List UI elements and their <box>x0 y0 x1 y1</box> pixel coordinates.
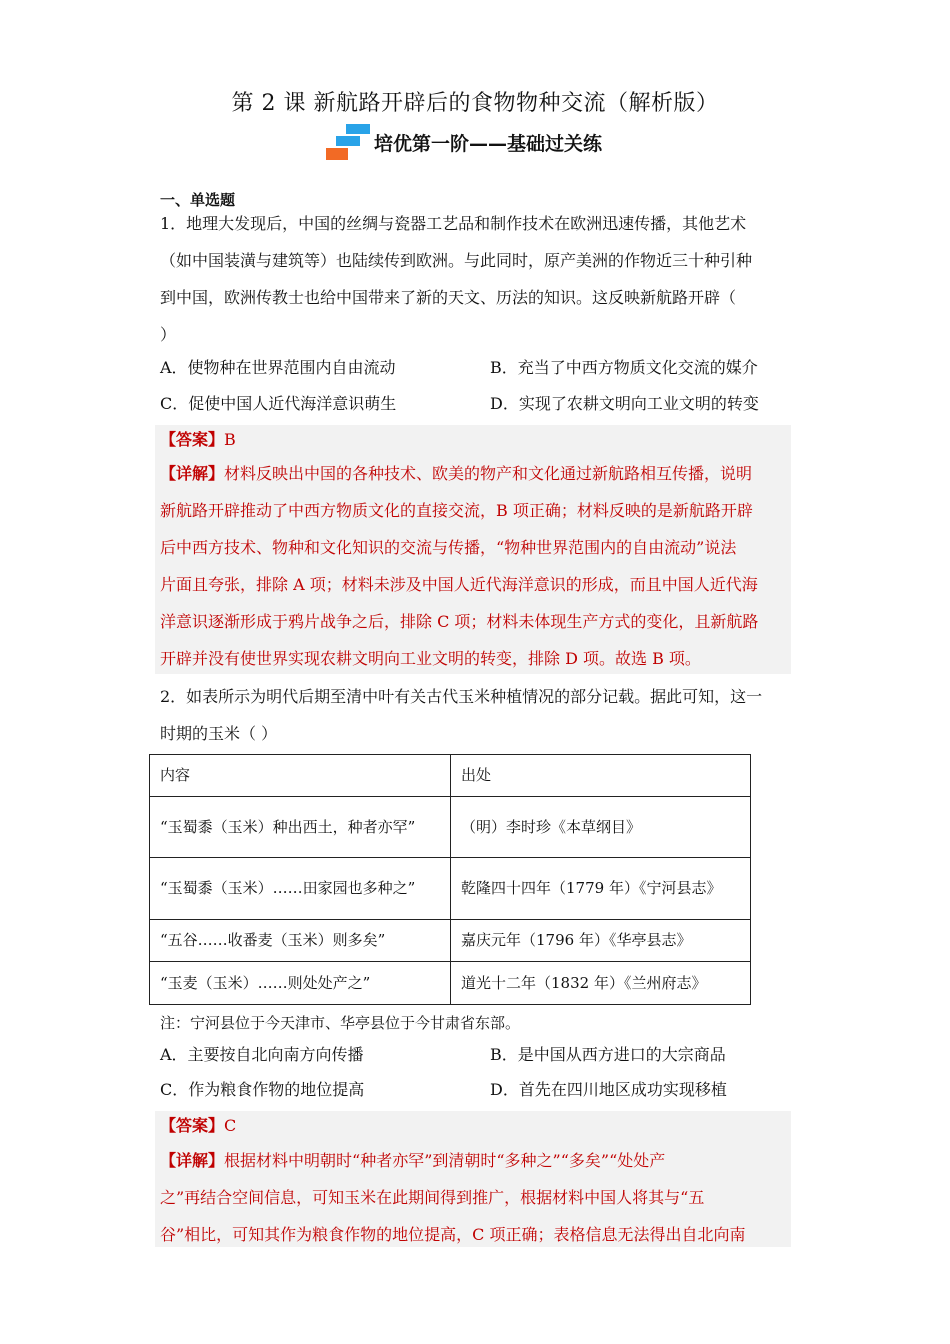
section-heading: 一、单选题 <box>160 191 236 209</box>
table-note: 注：宁河县位于今天津市、华亭县位于今甘肃省东部。 <box>160 1014 521 1032</box>
question-1-line: （如中国装潢与建筑等）也陆续传到欧洲。与此同时，原产美洲的作物近三十种引种 <box>160 251 753 270</box>
section-banner <box>326 124 602 160</box>
stairs-logo-icon <box>326 124 370 160</box>
answer-value: B <box>224 430 236 449</box>
q2-option-b: B．是中国从西方进口的大宗商品 <box>490 1045 726 1064</box>
table-header-cell: 出处 <box>451 755 751 797</box>
detail-line: 谷”相比，可知其作为粮食作物的地位提高，C 项正确；表格信息无法得出自北向南 <box>160 1225 746 1244</box>
detail-line: 新航路开辟推动了中西方物质文化的直接交流，B 项正确；材料反映的是新航路开辟 <box>160 501 753 520</box>
banner-title: 培优第一阶——基础过关练 <box>374 132 603 155</box>
detail-text: 根据材料中明朝时“种者亦罕”到清朝时“多种之”“多矣”“处处产 <box>224 1151 666 1170</box>
question-1-line: 1．地理大发现后，中国的丝绸与瓷器工艺品和制作技术在欧洲迅速传播，其他艺术 <box>160 214 747 233</box>
answer-label: 【答案】 <box>160 1116 225 1135</box>
question-1-line: ） <box>160 325 177 344</box>
question-1-line: 到中国，欧洲传教士也给中国带来了新的天文、历法的知识。这反映新航路开辟（ <box>160 288 737 307</box>
q2-option-c: C．作为粮食作物的地位提高 <box>160 1080 365 1099</box>
q1-option-b: B．充当了中西方物质文化交流的媒介 <box>490 358 758 377</box>
question-2-stem <box>160 678 790 752</box>
detail-line: 片面且夸张，排除 A 项；材料未涉及中国人近代海洋意识的形成，而且中国人近代海 <box>160 575 758 594</box>
q1-option-a: A．使物种在世界范围内自由流动 <box>160 358 396 377</box>
table-cell: 嘉庆元年（1796 年）《华亭县志》 <box>451 920 751 962</box>
answer-label: 【答案】 <box>160 430 225 449</box>
q1-detail <box>160 455 786 677</box>
table-header-row <box>150 755 751 797</box>
answer-value: C <box>224 1116 237 1135</box>
detail-label: 【详解】 <box>160 1151 225 1170</box>
q2-answer <box>160 1114 236 1138</box>
page-title: 第 2 课 新航路开辟后的食物物种交流（解析版） <box>231 91 719 116</box>
question-2-line: 时期的玉米（ ） <box>160 724 278 743</box>
table-header-cell: 内容 <box>150 755 451 797</box>
table-cell: 乾隆四十四年（1779 年）《宁河县志》 <box>451 858 751 920</box>
q1-option-d: D．实现了农耕文明向工业文明的转变 <box>490 394 759 413</box>
q2-detail <box>160 1142 786 1253</box>
table-row <box>150 797 751 858</box>
detail-line: 洋意识逐渐形成于鸦片战争之后，排除 C 项；材料未体现生产方式的变化，且新航路 <box>160 612 759 631</box>
table-row <box>150 858 751 920</box>
table-cell: “玉蜀黍（玉米）种出西土，种者亦罕” <box>150 797 451 858</box>
detail-line <box>160 455 786 492</box>
detail-text: 材料反映出中国的各种技术、欧美的物产和文化通过新航路相互传播，说明 <box>224 464 753 483</box>
table-cell: 道光十二年（1832 年）《兰州府志》 <box>451 962 751 1005</box>
detail-line <box>160 1142 786 1179</box>
q2-option-d: D．首先在四川地区成功实现移植 <box>490 1080 727 1099</box>
detail-line: 开辟并没有使世界实现农耕文明向工业文明的转变，排除 D 项。故选 B 项。 <box>160 649 701 668</box>
question-2-line: 2．如表所示为明代后期至清中叶有关古代玉米种植情况的部分记载。据此可知，这一 <box>160 687 763 706</box>
detail-label: 【详解】 <box>160 464 225 483</box>
corn-records-table <box>149 754 751 1005</box>
table-row <box>150 920 751 962</box>
q1-answer <box>160 428 236 452</box>
table-cell: “玉麦（玉米）……则处处产之” <box>150 962 451 1005</box>
detail-line: 之”再结合空间信息，可知玉米在此期间得到推广，根据材料中国人将其与“五 <box>160 1188 705 1207</box>
question-1-stem <box>160 205 790 353</box>
table-cell: （明）李时珍《本草纲目》 <box>451 797 751 858</box>
detail-line: 后中西方技术、物种和文化知识的交流与传播，“物种世界范围内的自由流动”说法 <box>160 538 737 557</box>
table-row <box>150 962 751 1005</box>
table-cell: “五谷……收番麦（玉米）则多矣” <box>150 920 451 962</box>
table-cell: “玉蜀黍（玉米）……田家园也多种之” <box>150 858 451 920</box>
q1-option-c: C．促使中国人近代海洋意识萌生 <box>160 394 397 413</box>
q2-option-a: A．主要按自北向南方向传播 <box>160 1045 364 1064</box>
